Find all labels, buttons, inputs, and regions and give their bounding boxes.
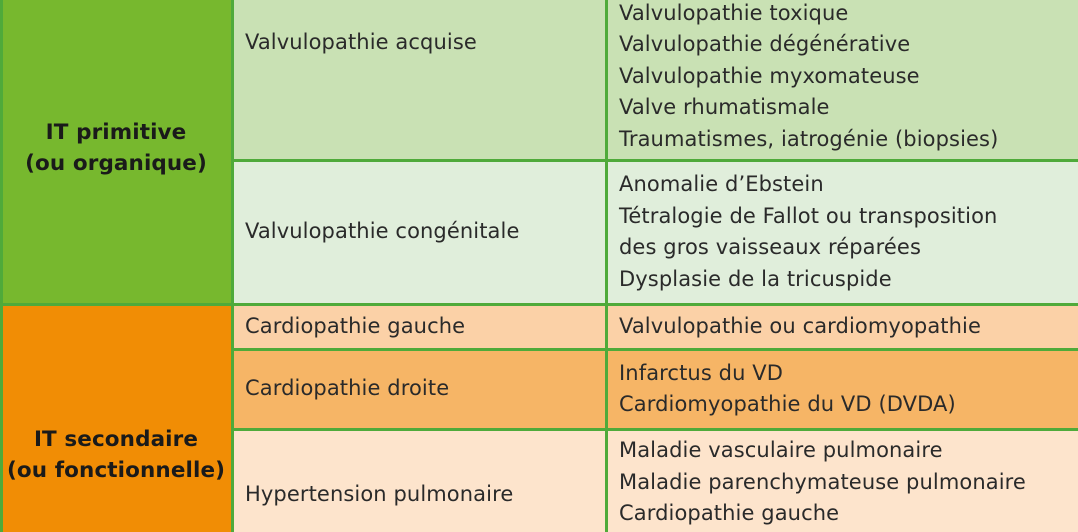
category-primitive xyxy=(0,0,232,304)
category-primitive-line-2: (ou organique) xyxy=(25,151,207,176)
example-congenitale-4: Dysplasie de la tricuspide xyxy=(619,266,892,291)
category-secondaire-line-1: IT secondaire xyxy=(33,427,199,452)
subcategory-droite-label: Cardiopathie droite xyxy=(245,376,450,401)
grid-line-horizontal-acquise xyxy=(232,159,1078,162)
subcategory-acquise xyxy=(232,0,606,160)
example-congenitale-3: des gros vaisseaux réparées xyxy=(619,235,921,259)
grid-line-horizontal-gauche xyxy=(232,348,1078,351)
grid-line-horizontal-primitive xyxy=(0,303,1078,306)
subcategory-congenitale xyxy=(232,160,606,304)
examples-congenitale xyxy=(606,160,1078,304)
examples-hypertension xyxy=(606,429,1078,532)
category-secondaire-line-2: (ou fonctionnelle) xyxy=(6,458,226,483)
grid-line-vertical-2 xyxy=(605,0,608,532)
example-hypertension-3: Cardiopathie gauche xyxy=(619,501,840,525)
subcategory-droite xyxy=(232,349,606,429)
example-gauche-1: Valvulopathie ou cardiomyopathie xyxy=(619,313,981,338)
example-droite-1: Infarctus du VD xyxy=(619,360,783,385)
category-secondaire xyxy=(0,304,232,532)
example-droite-2: Cardiomyopathie du VD (DVDA) xyxy=(619,392,956,416)
example-congenitale-1: Anomalie d’Ebstein xyxy=(619,172,824,196)
example-acquise-3: Valvulopathie myxomateuse xyxy=(619,63,920,88)
subcategory-gauche-label: Cardiopathie gauche xyxy=(245,313,466,338)
example-congenitale-2: Tétralogie de Fallot ou transposition xyxy=(619,203,998,228)
subcategory-hypertension xyxy=(232,429,606,532)
examples-gauche xyxy=(606,304,1078,349)
example-hypertension-2: Maladie parenchymateuse pulmonaire xyxy=(619,469,1026,494)
category-primitive-line-1: IT primitive xyxy=(45,120,187,145)
grid-line-vertical-left xyxy=(0,0,3,532)
example-acquise-5: Traumatismes, iatrogénie (biopsies) xyxy=(619,126,999,151)
subcategory-gauche xyxy=(232,304,606,349)
subcategory-acquise-label: Valvulopathie acquise xyxy=(245,30,477,54)
subcategory-congenitale-label: Valvulopathie congénitale xyxy=(245,219,520,244)
subcategory-hypertension-label: Hypertension pulmonaire xyxy=(245,482,514,506)
example-acquise-2: Valvulopathie dégénérative xyxy=(619,32,911,56)
examples-acquise xyxy=(606,0,1078,160)
grid-line-vertical-1 xyxy=(231,0,234,532)
examples-droite xyxy=(606,349,1078,429)
example-hypertension-1: Maladie vasculaire pulmonaire xyxy=(619,438,943,462)
example-acquise-4: Valve rhumatismale xyxy=(619,95,830,119)
example-acquise-1: Valvulopathie toxique xyxy=(619,0,849,25)
grid-line-horizontal-droite xyxy=(232,428,1078,431)
